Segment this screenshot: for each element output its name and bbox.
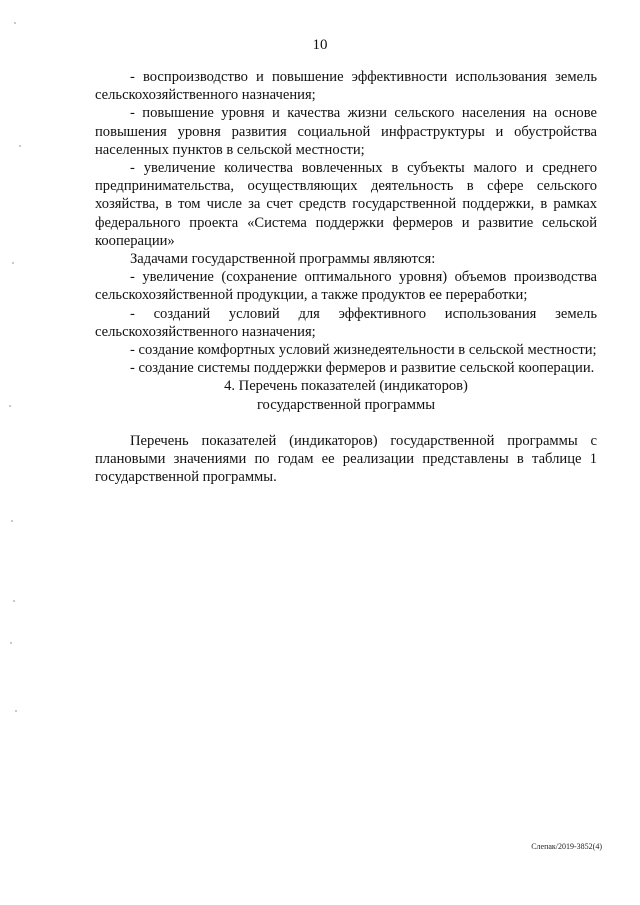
paragraph-reproduction-land-use: - воспроизводство и повышение эффективности использования земель сельскохозяйственного назначения; [95,69,597,104]
scan-speck [11,520,13,522]
section-heading-line-1: 4. Перечень показателей (индикаторов) [224,378,468,395]
spacer [95,414,597,432]
footer-document-code: Слепак/2019-3852(4) [531,842,602,851]
scan-speck [9,405,11,407]
scan-speck [12,262,14,264]
scan-speck [13,600,15,602]
section-heading-line-2: государственной программы [256,396,436,413]
scan-speck [14,22,16,24]
document-body [95,68,597,486]
paragraph-small-business-involvement: - увеличение количества вовлеченных в субъекты малого и среднего предпринимательства, осуществляющих деятельность в сфере сельского хозяйства, в том числе за счет средств государственной поддержки, в рамках федерального проекта «Система поддержки фермеров и развитие сельской кооперации» [95,160,597,249]
paragraph-rural-living-standards: - повышение уровня и качества жизни сельского населения на основе повышения уровня развития социальной инфраструктуры и обустройства населенных пунктов в сельской местности; [95,105,597,158]
page-number: 10 [312,37,328,53]
paragraph-land-use-conditions: - созданий условий для эффективного использования земель сельскохозяйственного назначения; [95,305,597,340]
scan-speck [19,145,21,147]
scan-speck [10,642,12,644]
paragraph-farmer-support-system: - создание системы поддержки фермеров и развитие сельской кооперации. [130,360,595,377]
scan-speck [15,710,17,712]
paragraph-indicators-list: Перечень показателей (индикаторов) государственной программы с плановыми значениями по годам ее реализации представлены в таблице 1 государственной программы. [95,432,597,486]
paragraph-production-volume: - увеличение (сохранение оптимального уровня) объемов производства сельскохозяйственной продукции, а также продуктов ее переработки; [95,269,597,304]
paragraph-program-tasks-intro: Задачами государственной программы являются: [130,251,436,268]
paragraph-comfortable-living: - создание комфортных условий жизнедеятельности в сельской местности; [130,342,597,359]
